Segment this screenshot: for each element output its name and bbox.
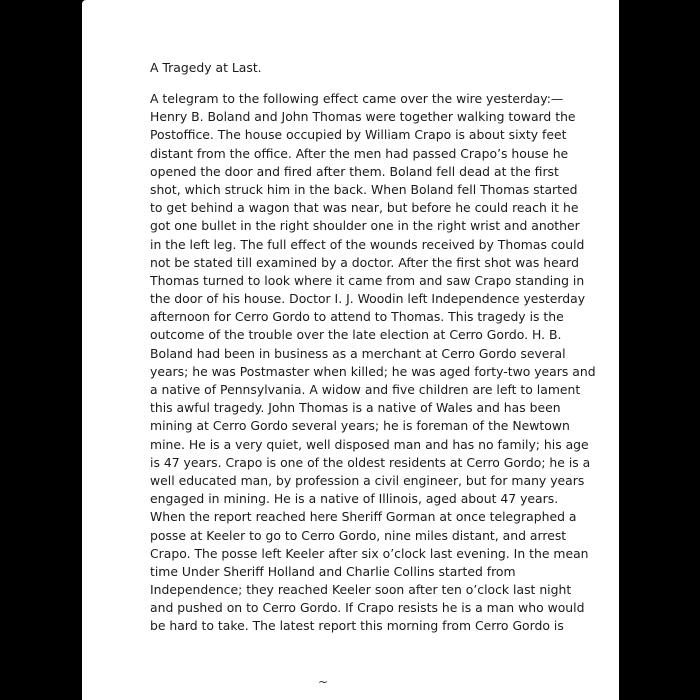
article-line: be hard to take. The latest report this morning from Cerro Gordo is [150,618,564,634]
article-title: A Tragedy at Last. [150,60,262,75]
article-line: this awful tragedy. John Thomas is a native of Wales and has been [150,400,561,416]
article-line: got one bullet in the right shoulder one in the right wrist and another [150,218,580,234]
article-line: in the left leg. The full effect of the wounds received by Thomas could [150,236,585,252]
article-line: not be stated till examined by a doctor. After the first shot was heard [150,254,580,270]
article-line: posse at Keeler to go to Cerro Gordo, nine miles distant, and arrest [150,527,567,543]
article-line: distant from the office. After the men had passed Crapo’s house he [150,145,569,161]
article-line: A telegram to the following effect came over the wire yesterday:— [150,91,564,106]
article-line: and pushed on to Cerro Gordo. If Crapo resists he is a man who would [150,600,585,616]
article-line: the door of his house. Doctor I. J. Woodin left Independence yesterday [150,291,586,307]
article-line: mine. He is a very quiet, well disposed man and has no family; his age [150,436,589,452]
article-line: years; he was Postmaster when killed; he was aged forty-two years and [150,363,596,379]
article-line: When the report reached here Sheriff Gorman at once telegraphed a [150,509,577,525]
article-line: Boland had been in business as a merchant at Cerro Gordo several [150,345,566,361]
article-line: Thomas turned to look where it came from and saw Crapo standing in [150,272,585,288]
document-page [82,0,619,700]
article-line: shot, which struck him in the back. When Boland fell Thomas started [150,181,578,197]
article-line: time Under Sheriff Holland and Charlie Collins started from [150,563,516,579]
article-line: opened the door and fired after them. Boland fell dead at the first [150,163,559,179]
article-body [150,90,596,636]
article-line: engaged in mining. He is a native of Illinois, aged about 47 years. [150,491,559,507]
article-line: well educated man, by profession a civil engineer, but for many years [150,472,585,488]
article-line: a native of Pennsylvania. A widow and five children are left to lament [150,382,581,397]
article-line: Independence; they reached Keeler soon after ten o’clock last night [150,582,572,598]
article-line: Henry B. Boland and John Thomas were together walking toward the [150,109,576,125]
article-line: Crapo. The posse left Keeler after six o’clock last evening. In the mean [150,545,589,561]
article-line: outcome of the trouble over the late election at Cerro Gordo. H. B. [150,327,562,343]
article-line: afternoon for Cerro Gordo to attend to Thomas. This tragedy is the [150,309,564,325]
article-line: mining at Cerro Gordo several years; he is foreman of the Newtown [150,418,570,434]
article-line: Postoffice. The house occupied by William Crapo is about sixty feet [150,127,567,143]
article-line: to get behind a wagon that was near, but before he could reach it he [150,200,579,216]
article-line: is 47 years. Crapo is one of the oldest residents at Cerro Gordo; he is a [150,454,591,470]
page-footer-mark: ~ [318,675,329,689]
